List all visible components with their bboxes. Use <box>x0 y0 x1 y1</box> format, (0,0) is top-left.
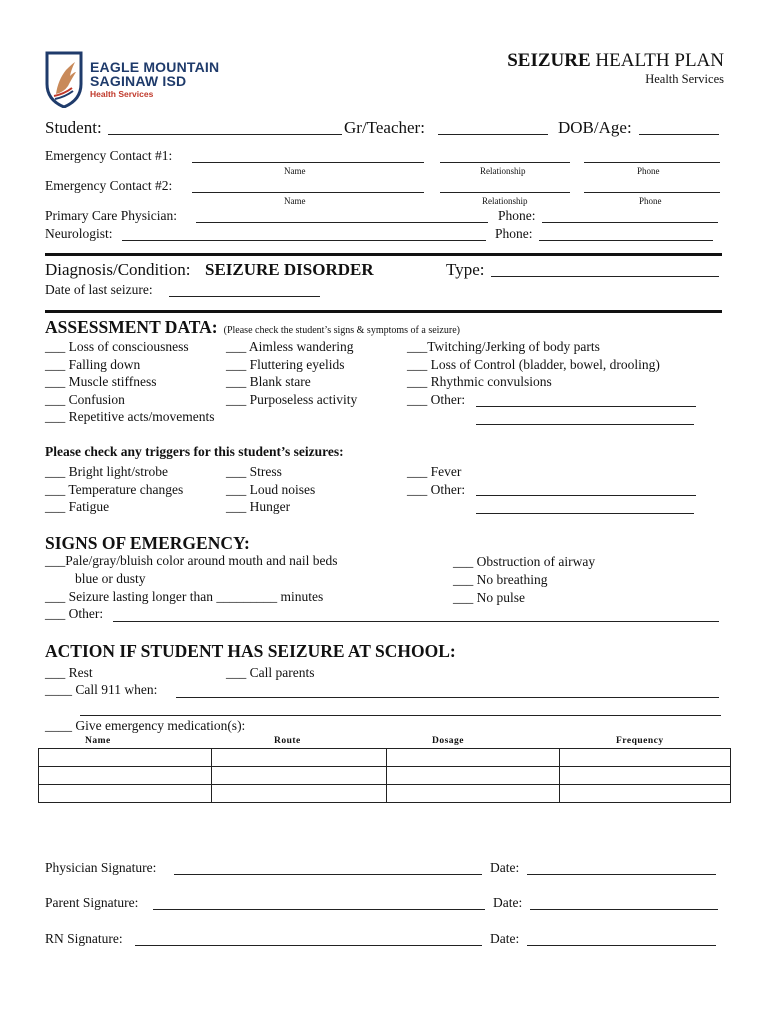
pcp-field[interactable] <box>196 222 488 223</box>
call-911-field-2[interactable] <box>80 715 721 716</box>
list-item[interactable]: ___ Stress <box>226 464 282 479</box>
rn-signature-field[interactable] <box>135 945 482 946</box>
action-call-parents[interactable]: ___ Call parents <box>226 665 315 680</box>
rn-date-field[interactable] <box>527 945 716 946</box>
logo <box>44 50 224 112</box>
last-seizure-label: Date of last seizure: <box>45 282 153 297</box>
list-item[interactable]: ___ No pulse <box>453 590 525 605</box>
physician-date-label: Date: <box>490 860 520 875</box>
parent-date-label: Date: <box>493 895 523 910</box>
action-rest[interactable]: ___ Rest <box>45 665 93 680</box>
neuro-phone-field[interactable] <box>539 240 713 241</box>
table-cell[interactable] <box>39 749 212 767</box>
list-item[interactable]: ___ Repetitive acts/movements <box>45 409 215 425</box>
ec1-relationship-caption: Relationship <box>480 166 526 176</box>
triggers-other-field[interactable] <box>476 495 696 496</box>
triggers-col2 <box>226 463 315 516</box>
table-cell[interactable] <box>560 767 731 785</box>
student-label: Student: <box>45 118 102 137</box>
list-item[interactable]: ___ Fever <box>407 464 462 479</box>
divider-top <box>45 253 722 256</box>
logo-line1: EAGLE MOUNTAIN <box>90 59 220 75</box>
action-give-meds[interactable]: ____ Give emergency medication(s): <box>45 718 246 733</box>
teacher-field[interactable] <box>438 134 548 135</box>
call-911-field[interactable] <box>176 697 719 698</box>
col-head-name: Name <box>85 736 111 746</box>
emergency-item-3[interactable]: ___ Other: <box>45 606 104 621</box>
col-head-route: Route <box>274 736 301 746</box>
triggers-col3 <box>407 463 465 498</box>
medication-table <box>38 748 731 803</box>
list-item[interactable]: ___ Blank stare <box>226 374 311 390</box>
table-cell[interactable] <box>560 785 731 803</box>
ec2-relationship-caption: Relationship <box>482 196 528 206</box>
type-label: Type: <box>446 260 485 279</box>
neuro-phone-label: Phone: <box>495 226 533 241</box>
ec1-name-caption: Name <box>284 166 306 176</box>
ec1-phone-caption: Phone <box>637 166 660 176</box>
triggers-other-field-2[interactable] <box>476 513 694 514</box>
pcp-label: Primary Care Physician: <box>45 208 177 223</box>
col-head-dosage: Dosage <box>432 736 465 746</box>
list-item[interactable]: ___ Hunger <box>226 499 291 515</box>
logo-line3: Health Services <box>90 89 154 99</box>
table-row <box>39 785 731 803</box>
assessment-other-field[interactable] <box>476 406 696 407</box>
emergency-heading: SIGNS OF EMERGENCY: <box>45 533 250 553</box>
action-heading: ACTION IF STUDENT HAS SEIZURE AT SCHOOL: <box>45 641 456 661</box>
table-cell[interactable] <box>387 767 560 785</box>
teacher-label: Gr/Teacher: <box>344 118 425 137</box>
eagle-shield-icon <box>44 50 84 108</box>
emergency-item-2[interactable]: ___ Seizure lasting longer than _________ minutes <box>45 589 324 604</box>
logo-line2: SAGINAW ISD <box>90 73 187 89</box>
action-call-911[interactable]: ____ Call 911 when: <box>45 682 158 697</box>
divider-assessment <box>45 310 722 313</box>
student-field[interactable] <box>108 134 342 135</box>
list-item[interactable]: ___ Other: <box>407 391 466 407</box>
ec1-label: Emergency Contact #1: <box>45 148 173 163</box>
table-cell[interactable] <box>212 749 387 767</box>
triggers-heading: Please check any triggers for this student’s seizures: <box>45 444 344 459</box>
assessment-col1 <box>45 338 214 426</box>
list-item[interactable]: ___ Other: <box>407 481 466 497</box>
diagnosis-label: Diagnosis/Condition: <box>45 260 191 279</box>
page-title <box>507 50 724 72</box>
list-item[interactable]: ___ Rhythmic convulsions <box>407 374 552 390</box>
list-item[interactable]: ___ Muscle stiffness <box>45 374 157 390</box>
list-item[interactable]: ___ Fatigue <box>45 499 110 515</box>
pcp-phone-label: Phone: <box>498 208 536 223</box>
physician-date-field[interactable] <box>527 874 716 875</box>
emergency-item-1[interactable]: ___Pale/gray/bluish color around mouth and nail beds <box>45 553 338 568</box>
assessment-col3 <box>407 338 660 408</box>
list-item[interactable]: ___ Fluttering eyelids <box>226 356 345 372</box>
last-seizure-field[interactable] <box>169 296 320 297</box>
list-item[interactable]: ___ Bright light/strobe <box>45 464 168 479</box>
col-head-frequency: Frequency <box>616 736 664 746</box>
table-cell[interactable] <box>39 785 212 803</box>
title-bold: SEIZURE <box>507 50 591 71</box>
ec2-name-field[interactable] <box>192 192 424 193</box>
dob-label: DOB/Age: <box>558 118 632 137</box>
list-item[interactable]: ___ Obstruction of airway <box>453 554 596 569</box>
ec1-relationship-field[interactable] <box>440 162 570 163</box>
list-item[interactable]: ___ No breathing <box>453 572 548 587</box>
list-item[interactable]: ___ Loss of Control (bladder, bowel, drooling) <box>407 356 660 372</box>
dob-field[interactable] <box>639 134 719 135</box>
physician-signature-field[interactable] <box>174 874 482 875</box>
emergency-right-col <box>453 553 595 607</box>
table-row <box>39 749 731 767</box>
table-cell[interactable] <box>212 767 387 785</box>
triggers-col1 <box>45 463 183 516</box>
title-rest: HEALTH PLAN <box>590 50 724 71</box>
neuro-label: Neurologist: <box>45 226 113 241</box>
assessment-col2 <box>226 338 357 408</box>
list-item[interactable]: ___ Loud noises <box>226 481 316 497</box>
ec2-label: Emergency Contact #2: <box>45 178 173 193</box>
table-cell[interactable] <box>387 785 560 803</box>
ec2-phone-field[interactable] <box>584 192 720 193</box>
assessment-note: (Please check the student’s signs & symptoms of a seizure) <box>223 325 460 336</box>
table-cell[interactable] <box>39 767 212 785</box>
ec1-name-field[interactable] <box>192 162 424 163</box>
rn-date-label: Date: <box>490 931 520 946</box>
list-item[interactable]: ___ Confusion <box>45 391 125 407</box>
emergency-item-1-cont: blue or dusty <box>75 571 146 586</box>
table-cell[interactable] <box>387 749 560 767</box>
parent-signature-label: Parent Signature: <box>45 895 139 910</box>
table-cell[interactable] <box>560 749 731 767</box>
diagnosis-value: SEIZURE DISORDER <box>205 260 374 279</box>
neuro-field[interactable] <box>122 240 486 241</box>
pcp-phone-field[interactable] <box>542 222 718 223</box>
ec2-name-caption: Name <box>284 196 306 206</box>
parent-date-field[interactable] <box>530 909 718 910</box>
type-field[interactable] <box>491 276 719 277</box>
table-row <box>39 767 731 785</box>
rn-signature-label: RN Signature: <box>45 931 123 946</box>
table-cell[interactable] <box>212 785 387 803</box>
list-item[interactable]: ___Twitching/Jerking of body parts <box>407 339 600 354</box>
assessment-other-field-2[interactable] <box>476 424 694 425</box>
ec1-phone-field[interactable] <box>584 162 720 163</box>
physician-signature-label: Physician Signature: <box>45 860 157 875</box>
list-item[interactable]: ___ Temperature changes <box>45 481 184 497</box>
list-item[interactable]: ___ Aimless wandering <box>226 339 354 354</box>
ec2-phone-caption: Phone <box>639 196 662 206</box>
list-item[interactable]: ___ Falling down <box>45 356 141 372</box>
assessment-heading: ASSESSMENT DATA: (Please check the student’s signs & symptoms of a seizure) <box>45 317 460 337</box>
emergency-other-field[interactable] <box>113 621 719 622</box>
list-item[interactable]: ___ Purposeless activity <box>226 391 358 407</box>
page-subtitle: Health Services <box>645 72 724 86</box>
list-item[interactable]: ___ Loss of consciousness <box>45 339 189 354</box>
parent-signature-field[interactable] <box>153 909 485 910</box>
ec2-relationship-field[interactable] <box>440 192 570 193</box>
